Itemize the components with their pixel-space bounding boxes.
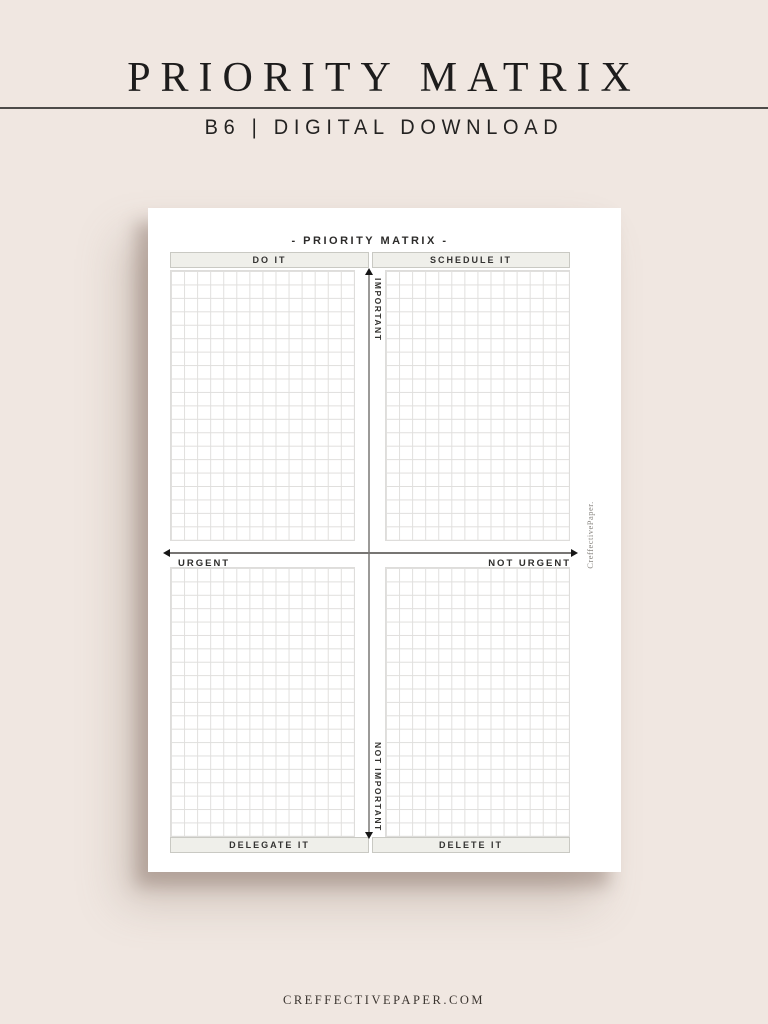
grid-bottom-left — [170, 567, 355, 837]
axis-label-important: IMPORTANT — [373, 278, 383, 342]
banner-subtitle: B6 | DIGITAL DOWNLOAD — [204, 116, 564, 139]
banner-divider — [0, 107, 768, 109]
brand-watermark: CreffectivePaper. — [585, 501, 595, 569]
arrow-down-icon — [365, 832, 373, 839]
quadrant-label-delegate-it: DELEGATE IT — [229, 840, 310, 850]
quadrant-bar-schedule-it — [372, 252, 570, 268]
arrow-up-icon — [365, 268, 373, 275]
quadrant-label-do-it: DO IT — [252, 255, 287, 265]
grid-top-right — [385, 270, 570, 541]
quadrant-label-delete-it: DELETE IT — [438, 840, 503, 850]
quadrant-label-schedule-it: SCHEDULE IT — [429, 255, 512, 265]
website-url: CREFFECTIVEPAPER.COM — [282, 993, 485, 1007]
quadrant-bar-do-it — [170, 252, 369, 268]
quadrant-bar-delegate-it — [170, 837, 369, 853]
axis-label-not-urgent: NOT URGENT — [488, 558, 571, 569]
page-title: - PRIORITY MATRIX - — [291, 235, 449, 247]
horizontal-axis-line — [168, 552, 573, 554]
arrow-left-icon — [163, 549, 170, 557]
axis-label-not-important: NOT IMPORTANT — [373, 742, 383, 832]
grid-top-left — [170, 270, 355, 541]
quadrant-bar-delete-it — [372, 837, 570, 853]
grid-bottom-right — [385, 567, 570, 837]
arrow-right-icon — [571, 549, 578, 557]
planner-page — [148, 208, 621, 872]
axis-label-urgent: URGENT — [178, 558, 231, 569]
banner-title: PRIORITY MATRIX — [127, 55, 641, 101]
